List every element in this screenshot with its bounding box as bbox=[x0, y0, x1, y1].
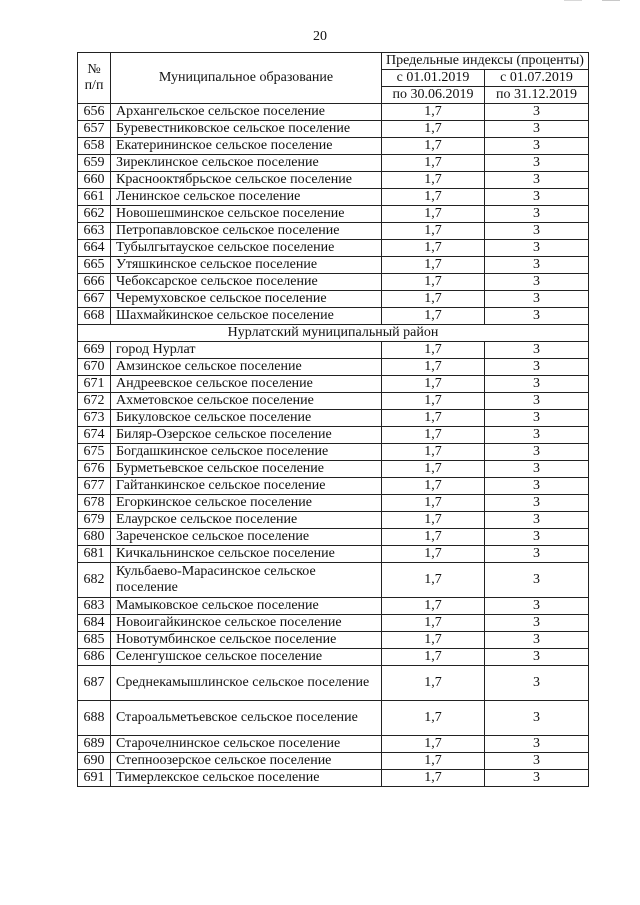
table-row bbox=[78, 410, 589, 427]
row-value-period1: 1,7 bbox=[382, 308, 485, 325]
row-value-period1: 1,7 bbox=[382, 563, 485, 598]
row-number: 683 bbox=[78, 598, 111, 615]
row-value-period2: 3 bbox=[485, 427, 589, 444]
table-row bbox=[78, 615, 589, 632]
header-period2-start: с 01.07.2019 bbox=[485, 70, 589, 87]
table-row bbox=[78, 649, 589, 666]
row-value-period1: 1,7 bbox=[382, 342, 485, 359]
row-number: 686 bbox=[78, 649, 111, 666]
header-group: Предельные индексы (проценты) bbox=[382, 53, 589, 70]
row-value-period2: 3 bbox=[485, 410, 589, 427]
table-row bbox=[78, 753, 589, 770]
row-value-period2: 3 bbox=[485, 770, 589, 787]
row-name: Ахметовское сельское поселение bbox=[111, 393, 382, 410]
row-value-period2: 3 bbox=[485, 598, 589, 615]
table-row bbox=[78, 529, 589, 546]
row-value-period2: 3 bbox=[485, 632, 589, 649]
row-value-period1: 1,7 bbox=[382, 512, 485, 529]
row-value-period2: 3 bbox=[485, 189, 589, 206]
table-row bbox=[78, 189, 589, 206]
row-name: Новошешминское сельское поселение bbox=[111, 206, 382, 223]
page-number: 20 bbox=[313, 29, 327, 44]
row-value-period1: 1,7 bbox=[382, 410, 485, 427]
header-num-line2: п/п bbox=[84, 78, 104, 93]
row-number: 674 bbox=[78, 427, 111, 444]
table-body-top bbox=[78, 104, 589, 325]
table-row bbox=[78, 308, 589, 325]
row-number: 662 bbox=[78, 206, 111, 223]
row-value-period1: 1,7 bbox=[382, 172, 485, 189]
row-name: Кичкальнинское сельское поселение bbox=[111, 546, 382, 563]
table-row bbox=[78, 563, 589, 598]
table-header bbox=[78, 53, 589, 104]
row-name: Зиреклинское сельское поселение bbox=[111, 155, 382, 172]
row-value-period2: 3 bbox=[485, 529, 589, 546]
row-name: Тимерлекское сельское поселение bbox=[111, 770, 382, 787]
row-number: 688 bbox=[78, 701, 111, 736]
row-value-period1: 1,7 bbox=[382, 257, 485, 274]
row-value-period2: 3 bbox=[485, 257, 589, 274]
row-value-period2: 3 bbox=[485, 308, 589, 325]
row-name: Утяшкинское сельское поселение bbox=[111, 257, 382, 274]
row-number: 657 bbox=[78, 121, 111, 138]
row-number: 676 bbox=[78, 461, 111, 478]
indices-table bbox=[77, 52, 589, 787]
table-row bbox=[78, 121, 589, 138]
row-value-period1: 1,7 bbox=[382, 649, 485, 666]
row-value-period1: 1,7 bbox=[382, 359, 485, 376]
row-value-period1: 1,7 bbox=[382, 461, 485, 478]
row-number: 689 bbox=[78, 736, 111, 753]
row-name: Гайтанкинское сельское поселение bbox=[111, 478, 382, 495]
row-value-period1: 1,7 bbox=[382, 478, 485, 495]
table-row bbox=[78, 155, 589, 172]
row-number: 665 bbox=[78, 257, 111, 274]
row-value-period2: 3 bbox=[485, 701, 589, 736]
row-name: Старочелнинское сельское поселение bbox=[111, 736, 382, 753]
row-number: 684 bbox=[78, 615, 111, 632]
row-number: 668 bbox=[78, 308, 111, 325]
row-value-period2: 3 bbox=[485, 291, 589, 308]
row-name: Бурметьевское сельское поселение bbox=[111, 461, 382, 478]
row-number: 672 bbox=[78, 393, 111, 410]
row-name: Селенгушское сельское поселение bbox=[111, 649, 382, 666]
table-row bbox=[78, 770, 589, 787]
table-row bbox=[78, 512, 589, 529]
row-number: 685 bbox=[78, 632, 111, 649]
row-name: Богдашкинское сельское поселение bbox=[111, 444, 382, 461]
row-value-period1: 1,7 bbox=[382, 598, 485, 615]
row-number: 691 bbox=[78, 770, 111, 787]
row-name: Петропавловское сельское поселение bbox=[111, 223, 382, 240]
row-value-period2: 3 bbox=[485, 495, 589, 512]
row-name: Черемуховское сельское поселение bbox=[111, 291, 382, 308]
row-value-period1: 1,7 bbox=[382, 615, 485, 632]
row-value-period1: 1,7 bbox=[382, 427, 485, 444]
row-number: 661 bbox=[78, 189, 111, 206]
row-value-period1: 1,7 bbox=[382, 121, 485, 138]
row-value-period1: 1,7 bbox=[382, 223, 485, 240]
row-value-period2: 3 bbox=[485, 444, 589, 461]
row-name: Староальметьевское сельское поселение bbox=[111, 701, 382, 736]
row-name: Краснооктябрьское сельское поселение bbox=[111, 172, 382, 189]
row-number: 677 bbox=[78, 478, 111, 495]
row-value-period1: 1,7 bbox=[382, 701, 485, 736]
section-block bbox=[78, 325, 589, 342]
row-value-period2: 3 bbox=[485, 121, 589, 138]
row-number: 679 bbox=[78, 512, 111, 529]
section-title: Нурлатский муниципальный район bbox=[78, 325, 589, 342]
table-row bbox=[78, 461, 589, 478]
row-value-period1: 1,7 bbox=[382, 495, 485, 512]
row-name: Бикуловское сельское поселение bbox=[111, 410, 382, 427]
table-row bbox=[78, 478, 589, 495]
row-value-period2: 3 bbox=[485, 393, 589, 410]
row-name: Ленинское сельское поселение bbox=[111, 189, 382, 206]
row-name: город Нурлат bbox=[111, 342, 382, 359]
row-value-period1: 1,7 bbox=[382, 546, 485, 563]
row-value-period2: 3 bbox=[485, 240, 589, 257]
row-number: 671 bbox=[78, 376, 111, 393]
row-number: 656 bbox=[78, 104, 111, 121]
row-name: Новотумбинское сельское поселение bbox=[111, 632, 382, 649]
row-name: Биляр-Озерское сельское поселение bbox=[111, 427, 382, 444]
header-name: Муниципальное образование bbox=[111, 53, 382, 104]
row-value-period1: 1,7 bbox=[382, 138, 485, 155]
table-row bbox=[78, 223, 589, 240]
table-row bbox=[78, 291, 589, 308]
row-value-period1: 1,7 bbox=[382, 240, 485, 257]
table-row bbox=[78, 206, 589, 223]
table-row bbox=[78, 104, 589, 121]
table-row bbox=[78, 257, 589, 274]
row-value-period1: 1,7 bbox=[382, 155, 485, 172]
header-period2-end: по 31.12.2019 bbox=[485, 87, 589, 104]
table-row bbox=[78, 666, 589, 701]
table-row bbox=[78, 598, 589, 615]
scan-artifact bbox=[602, 0, 620, 2]
row-name: Степноозерское сельское поселение bbox=[111, 753, 382, 770]
row-value-period2: 3 bbox=[485, 206, 589, 223]
row-value-period2: 3 bbox=[485, 478, 589, 495]
row-value-period1: 1,7 bbox=[382, 753, 485, 770]
row-number: 678 bbox=[78, 495, 111, 512]
table-row bbox=[78, 495, 589, 512]
row-value-period2: 3 bbox=[485, 461, 589, 478]
row-value-period2: 3 bbox=[485, 104, 589, 121]
header-period1-start: с 01.01.2019 bbox=[382, 70, 485, 87]
row-number: 681 bbox=[78, 546, 111, 563]
table-row bbox=[78, 546, 589, 563]
row-value-period2: 3 bbox=[485, 342, 589, 359]
row-name: Архангельское сельское поселение bbox=[111, 104, 382, 121]
row-name: Буревестниковское сельское поселение bbox=[111, 121, 382, 138]
row-value-period2: 3 bbox=[485, 512, 589, 529]
row-value-period1: 1,7 bbox=[382, 291, 485, 308]
row-name: Зареченское сельское поселение bbox=[111, 529, 382, 546]
row-name: Егоркинское сельское поселение bbox=[111, 495, 382, 512]
row-value-period1: 1,7 bbox=[382, 376, 485, 393]
row-value-period2: 3 bbox=[485, 376, 589, 393]
table-row bbox=[78, 359, 589, 376]
row-value-period1: 1,7 bbox=[382, 444, 485, 461]
row-number: 690 bbox=[78, 753, 111, 770]
row-value-period2: 3 bbox=[485, 155, 589, 172]
row-name: Елаурское сельское поселение bbox=[111, 512, 382, 529]
row-number: 670 bbox=[78, 359, 111, 376]
table-row bbox=[78, 632, 589, 649]
row-name: Екатерининское сельское поселение bbox=[111, 138, 382, 155]
row-value-period2: 3 bbox=[485, 546, 589, 563]
row-value-period1: 1,7 bbox=[382, 736, 485, 753]
row-name: Тубылгытауское сельское поселение bbox=[111, 240, 382, 257]
row-value-period1: 1,7 bbox=[382, 770, 485, 787]
row-number: 680 bbox=[78, 529, 111, 546]
table-row bbox=[78, 376, 589, 393]
table-body-bottom bbox=[78, 342, 589, 787]
row-name: Новоигайкинское сельское поселение bbox=[111, 615, 382, 632]
row-value-period2: 3 bbox=[485, 666, 589, 701]
row-value-period2: 3 bbox=[485, 274, 589, 291]
row-value-period1: 1,7 bbox=[382, 189, 485, 206]
row-number: 687 bbox=[78, 666, 111, 701]
row-value-period1: 1,7 bbox=[382, 104, 485, 121]
row-value-period2: 3 bbox=[485, 172, 589, 189]
table-row bbox=[78, 736, 589, 753]
row-value-period2: 3 bbox=[485, 138, 589, 155]
row-number: 682 bbox=[78, 563, 111, 598]
row-value-period1: 1,7 bbox=[382, 274, 485, 291]
row-number: 675 bbox=[78, 444, 111, 461]
row-number: 667 bbox=[78, 291, 111, 308]
row-name: Кульбаево-Марасинское сельское поселение bbox=[111, 563, 382, 598]
row-number: 660 bbox=[78, 172, 111, 189]
row-name: Амзинское сельское поселение bbox=[111, 359, 382, 376]
row-value-period2: 3 bbox=[485, 359, 589, 376]
row-name: Мамыковское сельское поселение bbox=[111, 598, 382, 615]
section-row bbox=[78, 325, 589, 342]
row-value-period1: 1,7 bbox=[382, 206, 485, 223]
row-number: 666 bbox=[78, 274, 111, 291]
row-name: Андреевское сельское поселение bbox=[111, 376, 382, 393]
row-value-period2: 3 bbox=[485, 753, 589, 770]
row-number: 664 bbox=[78, 240, 111, 257]
table-row bbox=[78, 444, 589, 461]
scan-artifact bbox=[564, 0, 582, 2]
row-value-period2: 3 bbox=[485, 649, 589, 666]
header-num bbox=[78, 53, 111, 104]
table-row bbox=[78, 427, 589, 444]
row-value-period2: 3 bbox=[485, 223, 589, 240]
table-row bbox=[78, 138, 589, 155]
table-row bbox=[78, 274, 589, 291]
table-row bbox=[78, 172, 589, 189]
header-period1-end: по 30.06.2019 bbox=[382, 87, 485, 104]
row-number: 659 bbox=[78, 155, 111, 172]
row-number: 669 bbox=[78, 342, 111, 359]
row-value-period1: 1,7 bbox=[382, 393, 485, 410]
row-value-period2: 3 bbox=[485, 736, 589, 753]
row-number: 658 bbox=[78, 138, 111, 155]
row-name: Чебоксарское сельское поселение bbox=[111, 274, 382, 291]
header-num-line1: № bbox=[87, 62, 101, 77]
row-number: 673 bbox=[78, 410, 111, 427]
row-value-period2: 3 bbox=[485, 563, 589, 598]
table-row bbox=[78, 701, 589, 736]
row-name: Среднекамышлинское сельское поселение bbox=[111, 666, 382, 701]
row-value-period2: 3 bbox=[485, 615, 589, 632]
row-number: 663 bbox=[78, 223, 111, 240]
table-row bbox=[78, 342, 589, 359]
row-value-period1: 1,7 bbox=[382, 666, 485, 701]
table-row bbox=[78, 393, 589, 410]
row-value-period1: 1,7 bbox=[382, 529, 485, 546]
row-value-period1: 1,7 bbox=[382, 632, 485, 649]
table-row bbox=[78, 240, 589, 257]
row-name: Шахмайкинское сельское поселение bbox=[111, 308, 382, 325]
